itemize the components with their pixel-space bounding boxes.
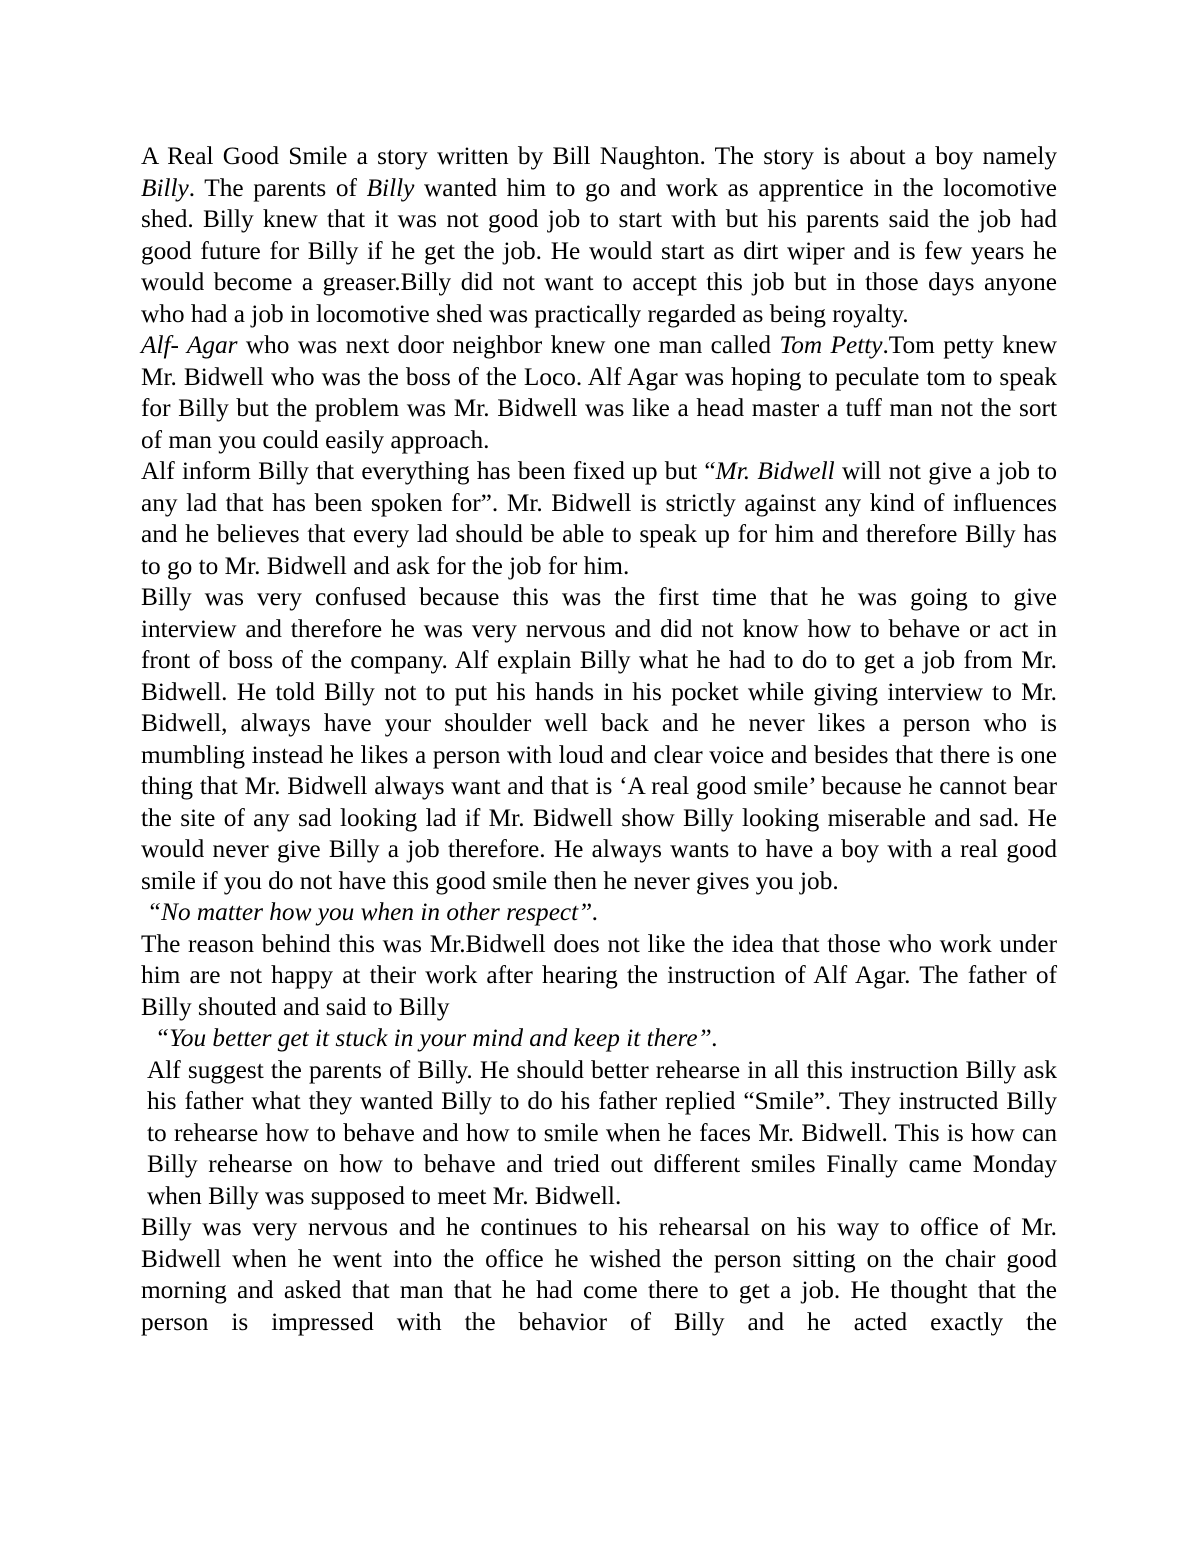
quote-no-matter: “No matter how you when in other respect”. xyxy=(147,898,599,926)
name-billy: Billy xyxy=(366,173,415,202)
paragraph-reason: The reason behind this was Mr.Bidwell does not like the idea that those who work under him are not happy at their work after hearing the instruction of Alf Agar. The father of Billy shouted and said to Billy xyxy=(141,929,1057,1021)
name-mr-bidwell: Mr. Bidwell xyxy=(715,457,835,485)
name-alf-agar: Alf- Agar xyxy=(141,331,238,359)
quote-stuck-in-mind: “You better get it stuck in your mind and keep it there”. xyxy=(155,1024,719,1052)
document-body xyxy=(141,141,1057,1338)
paragraph-fixed-up: Alf inform Billy that everything has been fixed up but “Mr. Bidwell will not give a job to any lad that has been spoken for”. Mr. Bidwell is strictly against any kind of influences and he believes that every lad should be able to speak up for him and therefore Billy has to go to Mr. Bidwell and ask for the job for him. xyxy=(141,457,1057,580)
paragraph-rehearse: Alf suggest the parents of Billy. He should better rehearse in all this instruction Billy ask his father what they wanted Billy to do his father replied “Smile”. They instructed Billy to rehearse how to behave and how to smile when he faces Mr. Bidwell. This is how can Billy rehearse on how to behave and tried out different smiles Finally came Monday when Billy was supposed to meet Mr. Bidwell. xyxy=(147,1055,1057,1210)
name-tom-petty: Tom Petty xyxy=(779,331,883,359)
paragraph-neighbor: Alf- Agar who was next door neighbor knew one man called Tom Petty.Tom petty knew Mr. Bidwell who was the boss of the Loco. Alf Agar was hoping to peculate tom to speak for Billy but the problem was Mr. Bidwell was like a head master a tuff man not the sort of man you could easily approach. xyxy=(141,331,1057,454)
paragraph-intro: A Real Good Smile a story written by Bill Naughton. The story is about a boy namely Billy. The parents of Billy wanted him to go and work as apprentice in the locomotive shed. Billy knew that it was not good job to start with but his parents said the job had good future for Billy if he get the job. He would start as dirt wiper and is few years he would become a greaser.Billy did not want to accept this job but in those days anyone who had a job in locomotive shed was practically regarded as being royalty. xyxy=(141,142,1057,328)
name-billy: Billy xyxy=(141,173,189,202)
paragraph-monday: Billy was very nervous and he continues to his rehearsal on his way to office of Mr. Bidwell when he went into the office he wished the person sitting on the chair good morning and asked that man that he had come there to get a job. He thought that the person is impressed with the behavior of Billy and he acted exactly the xyxy=(141,1213,1057,1336)
paragraph-interview-advice: Billy was very confused because this was the first time that he was going to give interview and therefore he was very nervous and did not know how to behave or act in front of boss of the company. Alf explain Billy what he had to do to get a job from Mr. Bidwell. He told Billy not to put his hands in his pocket while giving interview to Mr. Bidwell, always have your shoulder well back and he never likes a person who is mumbling instead he likes a person with loud and clear voice and besides that there is one thing that Mr. Bidwell always want and that is ‘A real good smile’ because he cannot bear the site of any sad looking lad if Mr. Bidwell show Billy looking miserable and sad. He would never give Billy a job therefore. He always wants to have a boy with a real good smile if you do not have this good smile then he never gives you job. xyxy=(141,583,1057,895)
